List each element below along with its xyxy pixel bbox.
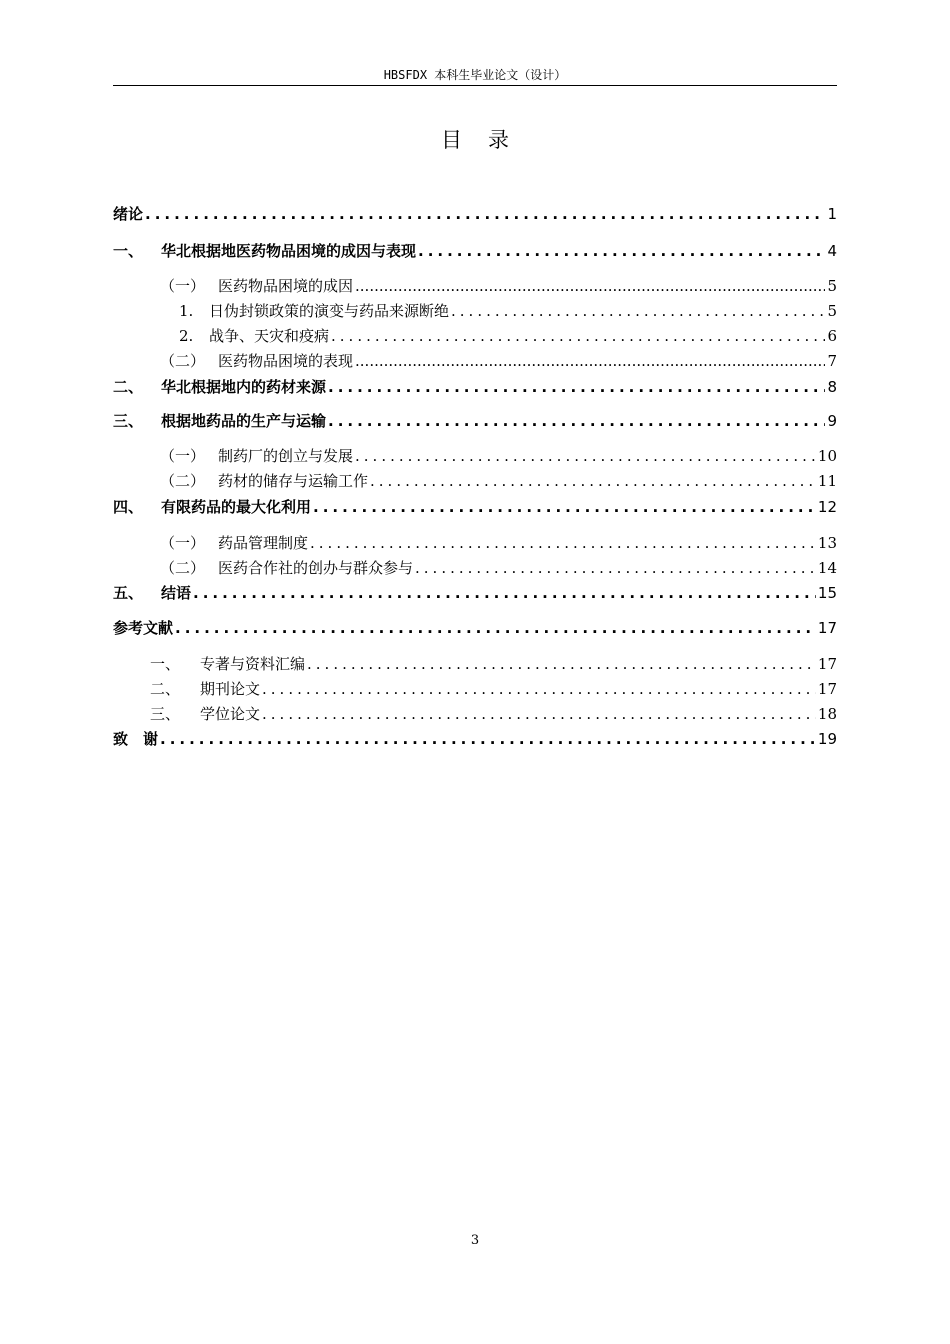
toc-entry-label: 医药物品困境的表现 [218,352,354,370]
toc-entry[interactable] [113,376,837,397]
leader-dots [145,205,825,223]
toc-entry-page: 13 [817,534,837,552]
toc-entry[interactable] [113,557,837,578]
toc-entry-number: （一） [160,447,206,465]
leader-dots [355,277,825,295]
page-title: 目录 [441,128,535,152]
toc-entry-page: 5 [827,277,837,295]
leader-dots [175,619,816,637]
toc-entry-page: 11 [817,472,837,490]
toc-entry-label: 日伪封锁政策的演变与药品来源断绝 [209,302,450,320]
toc-entry-label: 专著与资料汇编 [200,655,306,673]
toc-entry[interactable] [113,496,837,517]
toc-entry-label: 绪论 [113,205,144,223]
toc-entry-number: 二、 [113,378,144,396]
toc-entry-number: 1. [179,302,194,320]
toc-entry-number: （二） [160,559,206,577]
running-header: HBSFDX 本科生毕业论文（设计） [113,66,837,86]
toc-entry[interactable] [113,653,837,674]
toc-entry-number: 三、 [150,705,181,723]
leader-dots [193,584,816,602]
leader-dots [415,559,816,577]
leader-dots [331,327,825,345]
toc-entry-label: 学位论文 [200,705,261,723]
toc-entry-label: 制药厂的创立与发展 [218,447,354,465]
toc-entry-number: （二） [160,472,206,490]
toc-entry-page: 18 [817,705,837,723]
toc-entry-number: （一） [160,277,206,295]
toc-entry-page: 17 [817,655,837,673]
toc-entry-label: 结语 [161,584,192,602]
toc-entry-page: 5 [827,302,837,320]
toc-entry-page: 7 [827,352,837,370]
toc-entry-label: 期刊论文 [200,680,261,698]
toc-entry-number: 一、 [150,655,181,673]
toc-entry-number: （二） [160,352,206,370]
toc-entry-page: 17 [817,680,837,698]
leader-dots [310,534,816,552]
toc-entry-number: 一、 [113,242,144,260]
toc-entry-page: 15 [817,584,837,602]
leader-dots [418,242,825,260]
toc-entry-label: 医药合作社的创办与群众参与 [218,559,414,577]
toc-entry-label: 致 谢 [113,730,159,748]
leader-dots [451,302,825,320]
toc-entry-label: 有限药品的最大化利用 [161,498,312,516]
toc-entry[interactable] [113,300,837,321]
leader-dots [307,655,816,673]
leader-dots [328,412,825,430]
toc-entry-label: 参考文献 [113,619,174,637]
leader-dots [370,472,816,490]
leader-dots [355,352,825,370]
toc-entry[interactable] [113,350,837,371]
toc-entry[interactable] [113,470,837,491]
toc-entry-page: 4 [827,242,837,260]
toc-entry-page: 14 [817,559,837,577]
toc-entry-page: 19 [817,730,837,748]
toc-entry[interactable] [113,617,837,638]
leader-dots [262,680,816,698]
toc-entry-page: 9 [827,412,837,430]
toc-entry[interactable] [113,532,837,553]
toc-entry[interactable] [113,445,837,466]
leader-dots [313,498,816,516]
leader-dots [262,705,816,723]
leader-dots [328,378,825,396]
toc-entry-number: 二、 [150,680,181,698]
toc-entry-page: 6 [827,327,837,345]
toc-entry-page: 1 [827,205,837,223]
toc-entry[interactable] [113,678,837,699]
toc-entry-number: 三、 [113,412,144,430]
toc-entry-label: 战争、天灾和疫病 [209,327,330,345]
toc-entry[interactable] [113,582,837,603]
leader-dots [160,730,816,748]
toc-entry-number: 五、 [113,584,144,602]
toc-entry-label: 华北根据地医药物品困境的成因与表现 [161,242,417,260]
toc-entry-page: 10 [817,447,837,465]
toc-entry-label: 根据地药品的生产与运输 [161,412,327,430]
toc-entry-page: 17 [817,619,837,637]
toc-entry-label: 药品管理制度 [218,534,309,552]
toc-entry-page: 12 [817,498,837,516]
toc-entry[interactable] [113,703,837,724]
toc-entry[interactable] [113,275,837,296]
toc-entry-label: 医药物品困境的成因 [218,277,354,295]
page-number: 3 [470,1233,480,1248]
toc-entry[interactable] [113,240,837,261]
toc-entry-number: 四、 [113,498,144,516]
leader-dots [355,447,816,465]
toc-entry-label: 药材的储存与运输工作 [218,472,369,490]
toc-entry[interactable] [113,410,837,431]
toc-entry-number: （一） [160,534,206,552]
toc-entry[interactable] [113,728,837,749]
toc-entry[interactable] [113,325,837,346]
toc-entry[interactable] [113,203,837,224]
toc-entry-number: 2. [179,327,194,345]
toc-entry-label: 华北根据地内的药材来源 [161,378,327,396]
toc-entry-page: 8 [827,378,837,396]
